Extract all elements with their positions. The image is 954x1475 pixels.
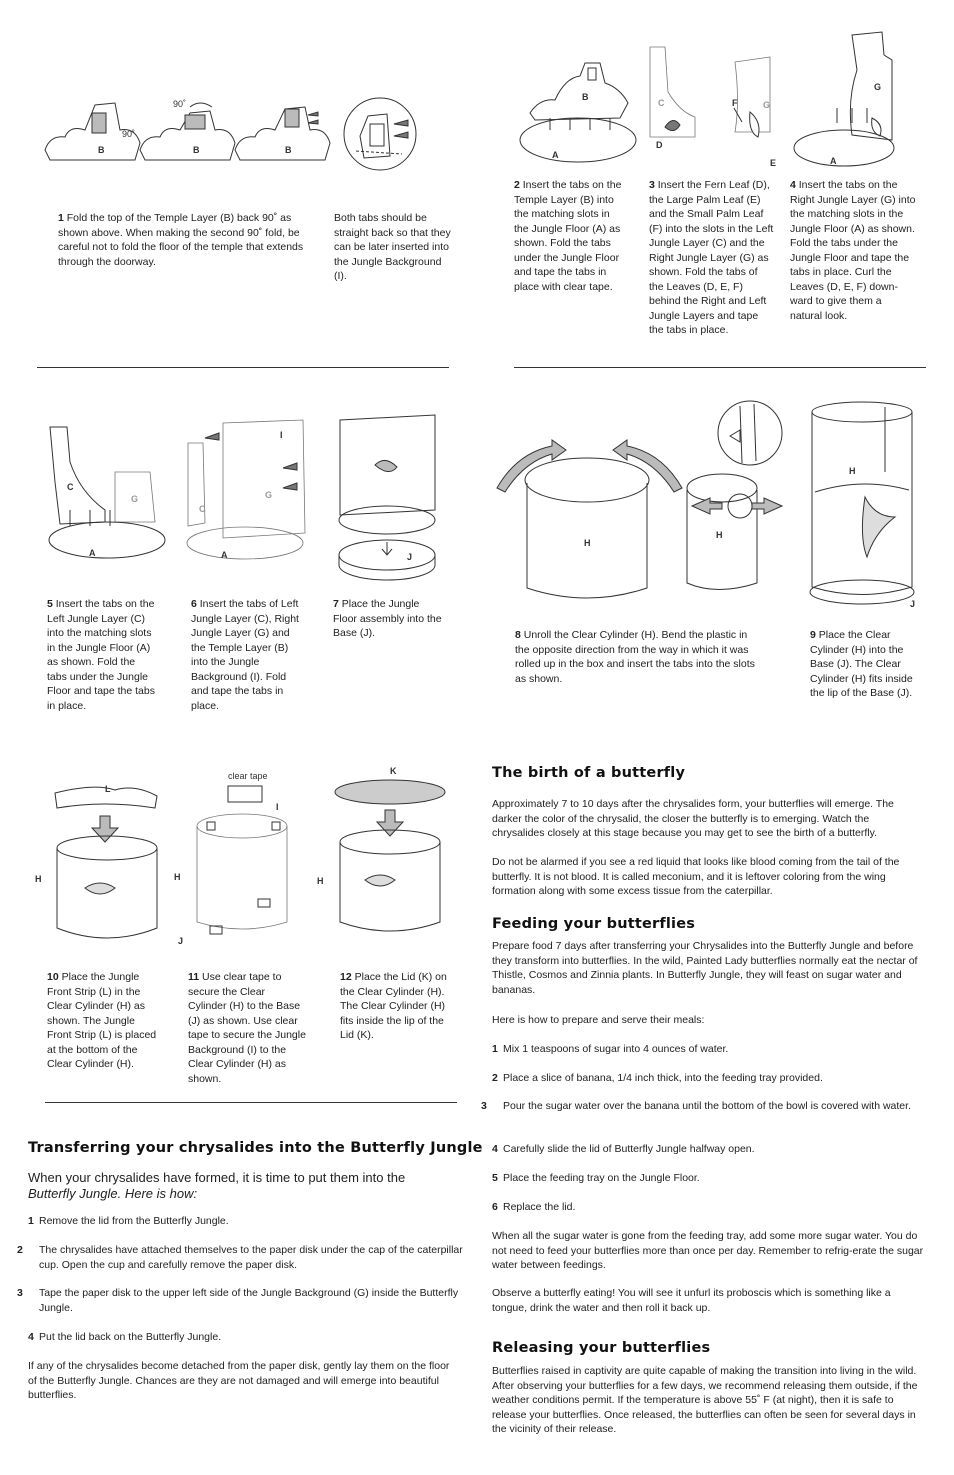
birth-paragraph-1: Approximately 7 to 10 days after the chrysalides form, your butterflies will emerge. The darker the color of the chrysalid, the closer the butterfly is to emerging. Watch the chrysalides closely at this stage because you may get to see the birth of a butterfly. — [492, 798, 894, 839]
svg-text:A: A — [89, 548, 96, 558]
birth-heading: The birth of a butterfly — [492, 765, 686, 781]
transfer-item: 2 The chrysalides have attached themselves to the paper disk under the cap of the caterpillar cup. Open the cup and carefully remove the paper disk. — [17, 1244, 463, 1271]
step-7-caption — [333, 597, 443, 641]
step-4-caption — [790, 178, 916, 323]
step-9-caption — [810, 628, 920, 701]
feeding-heading: Feeding your butterflies — [492, 916, 696, 932]
feeding-item: 2 Place a slice of banana, 1/4 inch thick, into the feeding tray provided. — [492, 1072, 823, 1084]
svg-text:J: J — [178, 936, 184, 946]
step-10-number: 10 — [47, 971, 59, 983]
transfer-item: 3 Tape the paper disk to the upper left side of the Jungle Background (G) inside the Butterfly Jungle. — [17, 1287, 459, 1314]
step-5-number: 5 — [47, 598, 53, 610]
step-3-caption — [649, 178, 774, 338]
step-6-number: 6 — [191, 598, 197, 610]
step-12-caption — [340, 970, 452, 1043]
svg-text:B: B — [582, 92, 589, 102]
step-6-text: Insert the tabs of Left Jungle Layer (C), Right Jungle Layer (G) and the Temple Layer (B) into the Jungle Background (I). Fold and tape the tabs in place. — [191, 598, 299, 712]
divider-right-1 — [514, 367, 926, 368]
svg-text:H: H — [716, 530, 723, 540]
step-7-text: Place the Jungle Floor assembly into the Base (J). — [333, 598, 442, 639]
leaves-into-layers-diagram — [640, 42, 780, 172]
svg-text:F: F — [732, 98, 738, 108]
step-4-text: Insert the tabs on the Right Jungle Layer (G) into the matching slots in the Jungle Floor (A) as shown. Fold the tabs under the Jungle Floor and tape the tabs in place. Curl the Leaves (D, E, F) down-ward to give them a natural look. — [790, 179, 916, 322]
step-8-text: Unroll the Clear Cylinder (H). Bend the plastic in the opposite direction from the way in which it was rolled up in the box and insert the tabs into the slots as shown. — [515, 629, 755, 685]
feeding-item: 6 Replace the lid. — [492, 1201, 576, 1213]
feeding-item: 5 Place the feeding tray on the Jungle Floor. — [492, 1172, 700, 1184]
step-7-number: 7 — [333, 598, 339, 610]
svg-text:E: E — [770, 158, 777, 168]
step-1-caption — [58, 211, 308, 269]
divider-left-2 — [45, 1102, 457, 1103]
svg-text:H: H — [35, 874, 42, 884]
svg-text:B: B — [285, 145, 292, 155]
feeding-paragraph-4: Observe a butterfly eating! You will see it unfurl its proboscis which is something like a tongue, drink the water and then roll it back up. — [492, 1287, 891, 1314]
temple-into-floor-diagram — [510, 58, 640, 173]
svg-text:G: G — [131, 494, 139, 504]
feeding-paragraph-1: Prepare food 7 days after transferring your Chrysalides into the Butterfly Jungle and before they transform into butterflies. In the wild, Painted Lady butterflies normally eat the nectar of Thistle, Cosmos and Zinnia plants. In Butterfly Jungle, they will feast on sugar water and bananas. — [492, 940, 918, 996]
step-11-text: Use clear tape to secure the Clear Cylinder (H) to the Base (J) as shown. Use clear tape to secure the Jungle Background (I) to the Clear Cylinder (H) as shown. — [188, 971, 306, 1085]
transfer-item: 1 Remove the lid from the Butterfly Jungle. — [28, 1215, 229, 1227]
releasing-paragraph: Butterflies raised in captivity are quite capable of making the transition into living in the wild. After observing your butterflies for a few days, we recommend releasing them outside, if the weather conditions permit. If the temperature is above 55˚ F (at night), then it is safe to release your butterflies. Once released, the butterflies can often be seen for several days in the vicinity of their release. — [492, 1365, 918, 1435]
svg-text:L: L — [105, 784, 111, 794]
step-1-number: 1 — [58, 212, 64, 224]
svg-text:A: A — [552, 150, 559, 160]
svg-text:I: I — [276, 802, 279, 812]
feeding-item: 3 Pour the sugar water over the banana until the bottom of the bowl is covered with water. — [481, 1100, 911, 1112]
front-strip-diagram — [35, 778, 165, 958]
step-8-caption — [515, 628, 755, 686]
svg-text:90˚: 90˚ — [122, 129, 136, 139]
step-12-number: 12 — [340, 971, 352, 983]
step-9-number: 9 — [810, 629, 816, 641]
step-11-number: 11 — [188, 971, 200, 983]
step-8-number: 8 — [515, 629, 521, 641]
tape-cylinder-diagram — [170, 764, 310, 949]
feeding-item: 4 Carefully slide the lid of Butterfly Jungle halfway open. — [492, 1143, 755, 1155]
step-4-number: 4 — [790, 179, 796, 191]
svg-text:D: D — [656, 140, 663, 150]
svg-text:A: A — [830, 156, 837, 166]
layers-into-background-diagram — [183, 418, 313, 563]
svg-text:G: G — [874, 82, 882, 92]
transfer-closing: If any of the chrysalides become detached from the paper disk, gently lay them on the floor of the Butterfly Jungle. Chances are they are not damaged and will emerge into beautiful butterflies. — [28, 1360, 450, 1401]
tabs-closeup-diagram — [342, 96, 422, 176]
step-1b-text: Both tabs should be straight back so that they can be later inserted into the Jungle Background (I). — [334, 212, 451, 282]
svg-text:J: J — [910, 599, 916, 609]
step-3-text: Insert the Fern Leaf (D), the Large Palm Leaf (E) and the Small Palm Leaf (F) into the slots in the Left Jungle Layer (C) and the Right Jungle Layer (G) as shown. Fold the tabs of the Leaves (D, E, F) behind the Right and Left Jungle Layers and tape the tabs in place. — [649, 179, 774, 336]
step-2-text: Insert the tabs on the Temple Layer (B) into the matching slots in the Jungle Floor (A) as shown. Fold the tabs under the Jungle Floor and tape the tabs in place with clear tape. — [514, 179, 622, 293]
svg-text:C: C — [658, 98, 665, 108]
fold-temple-diagram — [40, 95, 330, 185]
feeding-paragraph-3: When all the sugar water is gone from the feeding tray, add some more sugar water. You do not need to feed your butterflies more than once per day. Remember to refrig-erate the sugar water between feedings. — [492, 1230, 924, 1271]
feeding-paragraph-2: Here is how to prepare and serve their meals: — [492, 1014, 705, 1026]
step-11-caption — [188, 970, 306, 1086]
svg-text:H: H — [584, 538, 591, 548]
svg-text:H: H — [317, 876, 324, 886]
svg-text:H: H — [174, 872, 181, 882]
birth-paragraph-2: Do not be alarmed if you see a red liquid that looks like blood coming from the tail of the butterfly. It is not blood. It is called meconium, and it is leftover coloring from the wing formation along with some excess tissue from the caterpillar. — [492, 856, 900, 897]
svg-text:B: B — [193, 145, 200, 155]
svg-text:G: G — [763, 100, 771, 110]
lid-on-cylinder-diagram — [315, 762, 455, 952]
transfer-item: 4 Put the lid back on the Butterfly Jungle. — [28, 1331, 222, 1343]
svg-text:K: K — [390, 766, 397, 776]
clear-tape-label: clear tape — [228, 771, 268, 781]
step-1b-caption — [334, 211, 454, 284]
step-5-caption — [47, 597, 157, 713]
svg-text:I: I — [280, 430, 283, 440]
step-2-number: 2 — [514, 179, 520, 191]
svg-text:B: B — [98, 145, 105, 155]
svg-text:H: H — [849, 466, 856, 476]
step-10-text: Place the Jungle Front Strip (L) in the Clear Cylinder (H) as shown. The Jungle Front Strip (L) is placed at the bottom of the Clear Cylinder (H). — [47, 971, 157, 1070]
transfer-intro-line-2: Butterfly Jungle. Here is how: — [28, 1186, 198, 1201]
svg-text:A: A — [221, 550, 228, 560]
transfer-heading: Transferring your chrysalides into the Butterfly Jungle — [28, 1140, 483, 1156]
step-2-caption — [514, 178, 626, 294]
svg-text:G: G — [265, 490, 273, 500]
feeding-item: 1 Mix 1 teaspoons of sugar into 4 ounces of water. — [492, 1043, 729, 1055]
step-9-text: Place the Clear Cylinder (H) into the Base (J). The Clear Cylinder (H) fits inside the lip of the Base (J). — [810, 629, 913, 699]
transfer-intro-line-1: When your chrysalides have formed, it is time to put them into the — [28, 1170, 406, 1185]
svg-text:C: C — [199, 504, 206, 514]
divider-left-1 — [37, 367, 449, 368]
step-10-caption — [47, 970, 159, 1072]
releasing-heading: Releasing your butterflies — [492, 1340, 711, 1356]
svg-text:90˚: 90˚ — [173, 99, 187, 109]
cylinder-into-base-diagram — [805, 402, 920, 612]
left-layer-into-floor-diagram — [45, 422, 175, 562]
assembly-into-base-diagram — [335, 415, 445, 580]
step-6-caption — [191, 597, 306, 713]
right-layer-into-floor-diagram — [792, 30, 912, 170]
unroll-cylinder-diagram — [492, 398, 792, 598]
step-5-text: Insert the tabs on the Left Jungle Layer (C) into the matching slots in the Jungle Floor (A) as shown. Fold the tabs under the Jungle Floor and tape the tabs in place. — [47, 598, 155, 712]
transfer-intro — [28, 1170, 448, 1202]
step-1-text: Fold the top of the Temple Layer (B) back 90˚ as shown above. When making the second 90˚ fold, be careful not to fold the floor of the temple that extends through the doorway. — [58, 212, 304, 268]
step-12-text: Place the Lid (K) on the Clear Cylinder (H). The Clear Cylinder (H) fits inside the lip of the Lid (K). — [340, 971, 447, 1041]
step-3-number: 3 — [649, 179, 655, 191]
svg-text:J: J — [407, 552, 413, 562]
svg-text:C: C — [67, 482, 74, 492]
